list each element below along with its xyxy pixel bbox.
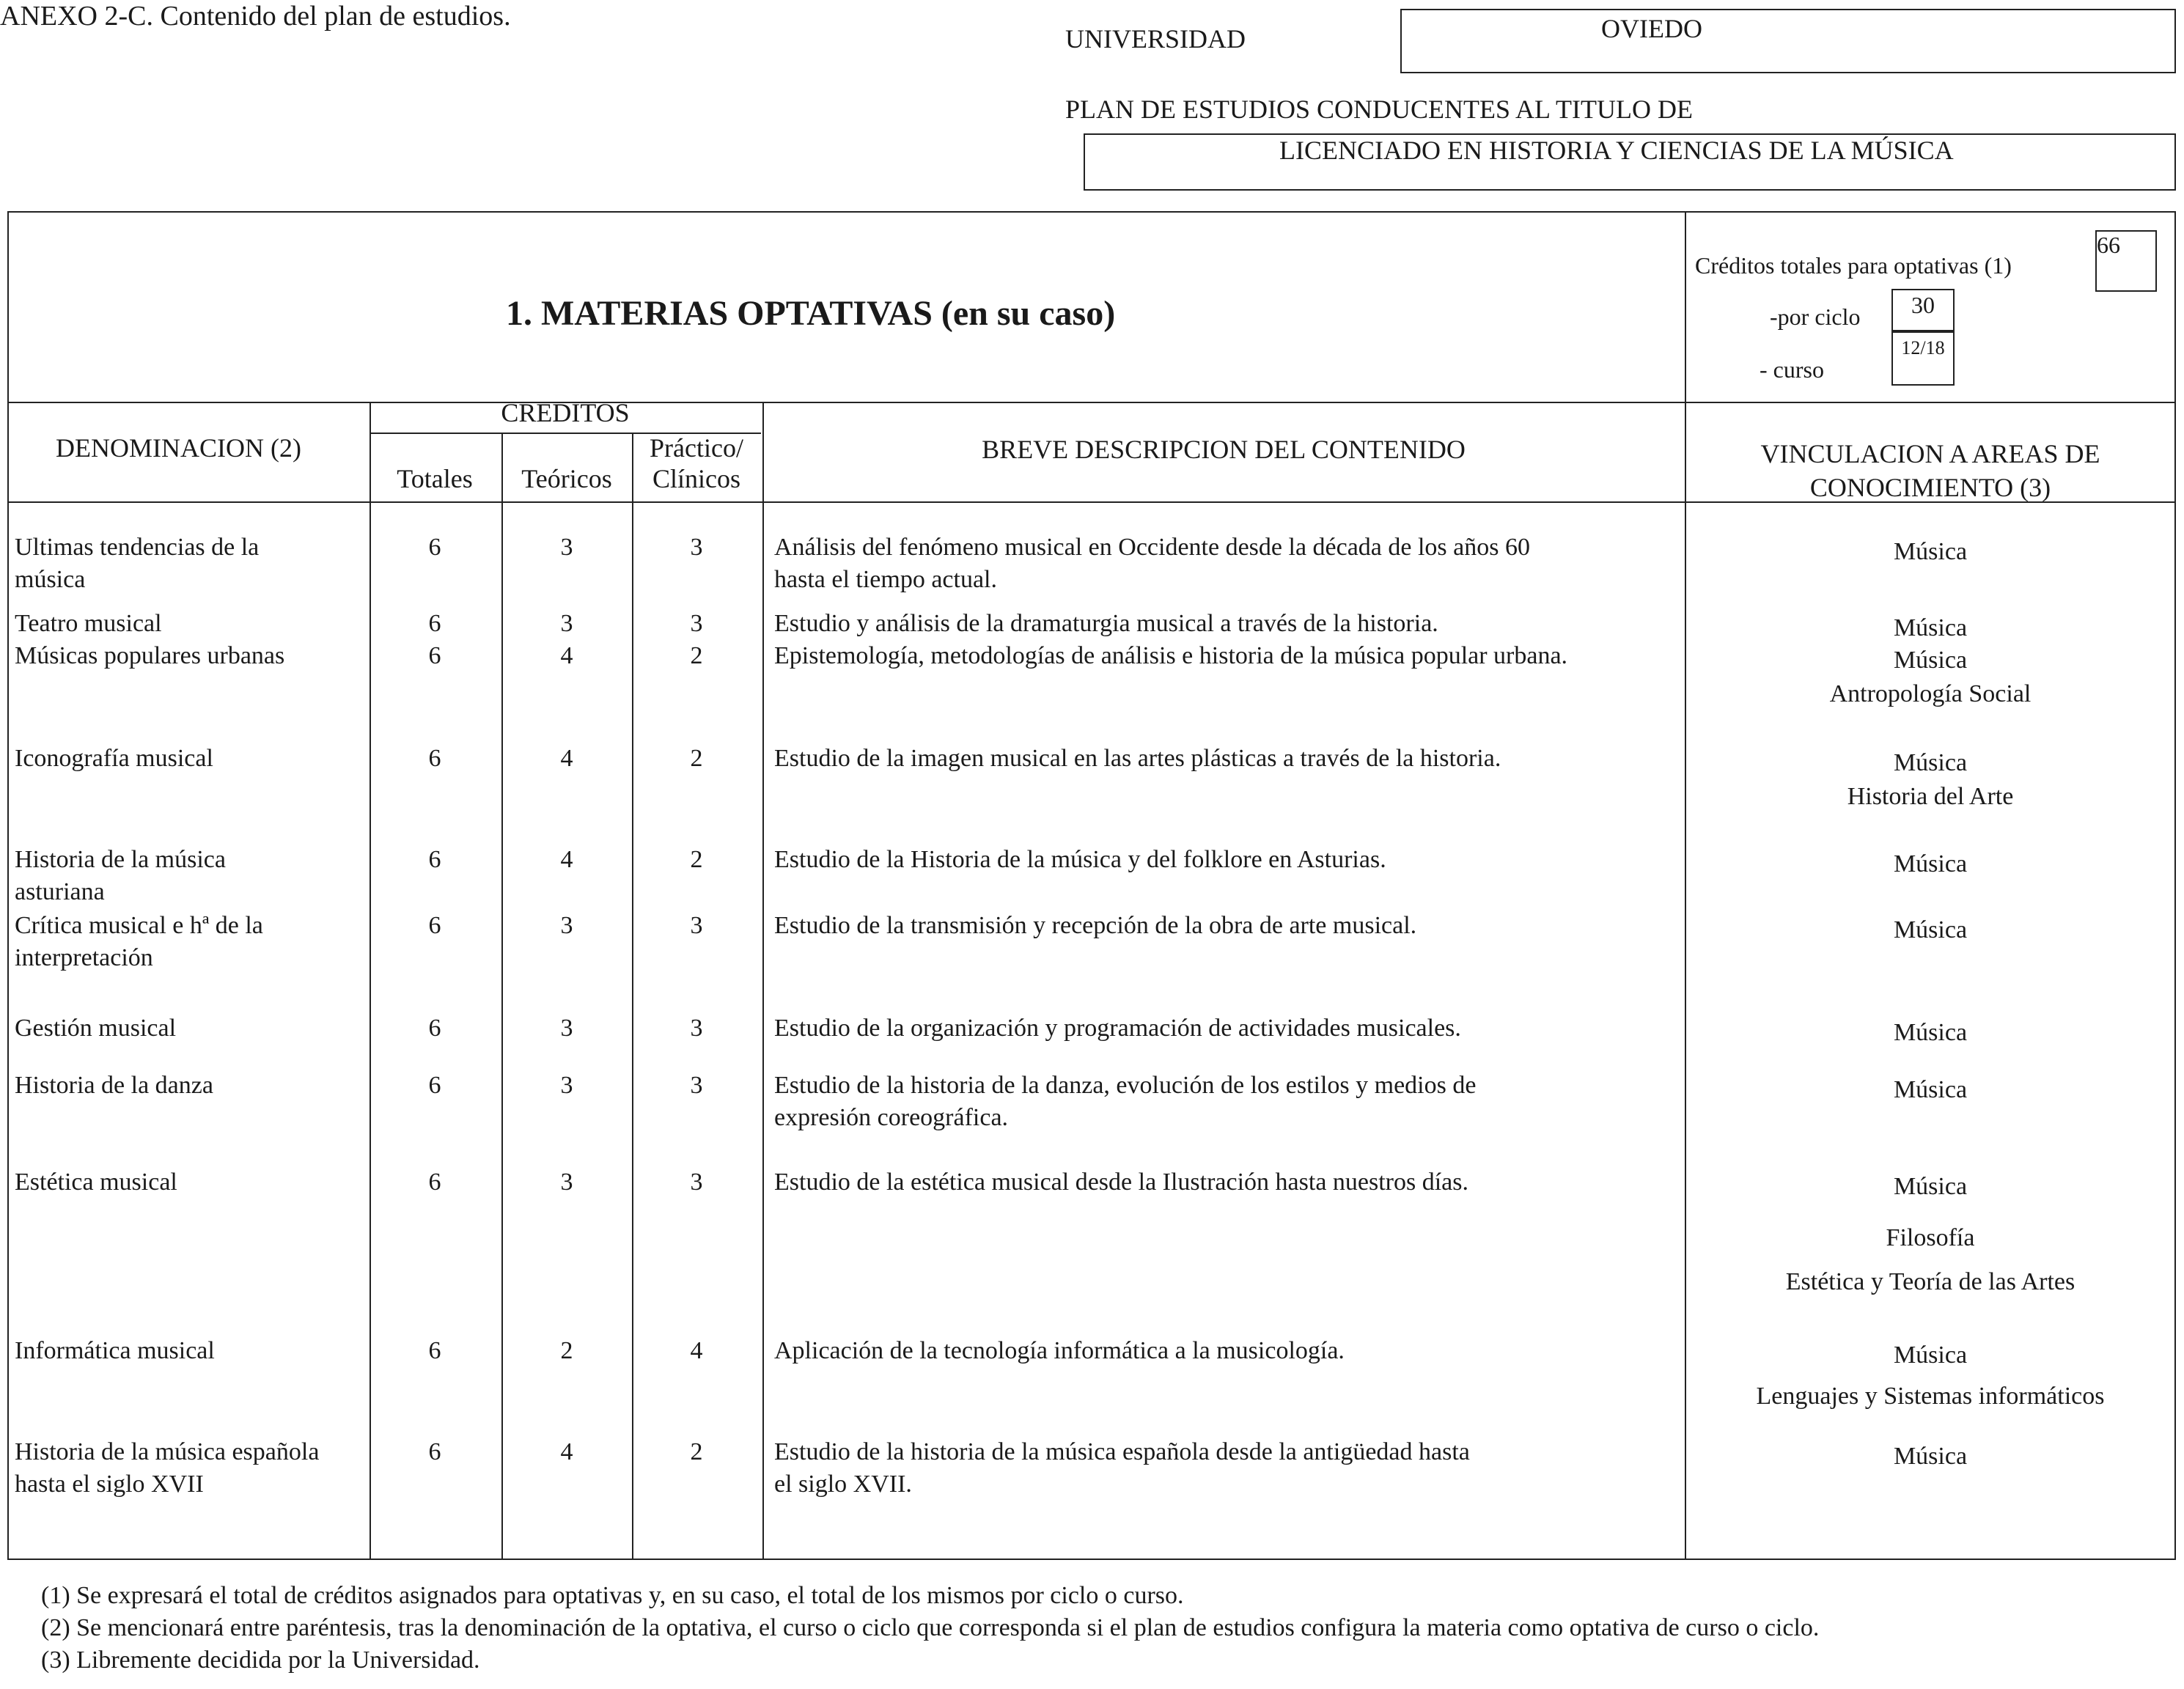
credits-practicos: 3 (690, 1072, 703, 1099)
col-line-1 (369, 402, 371, 1560)
degree-field (1084, 133, 2176, 191)
credits-teoricos: 4 (560, 1438, 573, 1465)
credits-total-label: Créditos totales para optativas (1) (1695, 252, 2012, 279)
knowledge-area: Lenguajes y Sistemas informáticos (1756, 1383, 2105, 1410)
course-name: Historia de la danza (15, 1072, 213, 1099)
credits-totales: 6 (428, 610, 441, 637)
course-name: Historia de la música (15, 846, 226, 873)
course-description: expresión coreográfica. (774, 1104, 1009, 1131)
credits-practicos: 2 (690, 1438, 703, 1465)
credits-totales: 6 (428, 1169, 441, 1196)
credits-teoricos: 2 (560, 1337, 573, 1364)
knowledge-area: Historia del Arte (1847, 783, 2014, 810)
per-course-value: 12/18 (1901, 337, 1945, 358)
credits-teoricos: 3 (560, 912, 573, 939)
knowledge-area: Antropología Social (1829, 680, 2032, 707)
knowledge-area: Música (1893, 916, 1968, 943)
section-title: 1. MATERIAS OPTATIVAS (en su caso) (506, 294, 1116, 333)
per-course-label: - curso (1760, 356, 1824, 383)
course-name: asturiana (15, 878, 105, 905)
knowledge-area: Música (1893, 850, 1968, 877)
credits-teoricos: 3 (560, 1169, 573, 1196)
credits-practicos: 3 (690, 1015, 703, 1042)
per-course-box (1891, 331, 1955, 386)
credits-total-value: 66 (2097, 232, 2120, 258)
knowledge-area: Música (1893, 538, 1968, 565)
course-description: Aplicación de la tecnología informática a la musicología. (774, 1337, 1345, 1364)
knowledge-area: Música (1893, 1076, 1968, 1103)
col-practico-1: Práctico/ (650, 433, 743, 463)
knowledge-area: Estética y Teoría de las Artes (1785, 1268, 2075, 1295)
course-description: Estudio de la historia de la danza, evolución de los estilos y medios de (774, 1072, 1477, 1099)
course-description: Estudio de la organización y programación de actividades musicales. (774, 1015, 1461, 1042)
course-description: Estudio de la historia de la música española desde la antigüedad hasta (774, 1438, 1470, 1465)
course-name: Músicas populares urbanas (15, 642, 285, 669)
credits-teoricos: 3 (560, 610, 573, 637)
credits-practicos: 2 (690, 745, 703, 772)
credits-practicos: 2 (690, 642, 703, 669)
course-name: Ultimas tendencias de la (15, 534, 260, 561)
course-name: Estética musical (15, 1169, 177, 1196)
course-name: Gestión musical (15, 1015, 177, 1042)
knowledge-area: Música (1893, 749, 1968, 776)
credits-practicos: 3 (690, 1169, 703, 1196)
course-name: hasta el siglo XVII (15, 1471, 204, 1498)
university-label: UNIVERSIDAD (1065, 24, 1246, 54)
credits-practicos: 3 (690, 610, 703, 637)
course-description: Estudio de la transmisión y recepción de la obra de arte musical. (774, 912, 1417, 939)
course-name: música (15, 566, 86, 593)
course-name: interpretación (15, 944, 153, 971)
annex-title: ANEXO 2-C. Contenido del plan de estudios. (0, 1, 511, 32)
knowledge-area: Música (1893, 647, 1968, 674)
credits-teoricos: 3 (560, 534, 573, 561)
col-vinculacion-2: CONOCIMIENTO (3) (1809, 473, 2051, 502)
col-descripcion: BREVE DESCRIPCION DEL CONTENIDO (982, 435, 1466, 464)
course-description: Estudio de la estética musical desde la Ilustración hasta nuestros días. (774, 1169, 1469, 1196)
knowledge-area: Música (1893, 1443, 1968, 1470)
credits-totales: 6 (428, 912, 441, 939)
course-name: Crítica musical e hª de la (15, 912, 263, 939)
col-vinculacion-1: VINCULACION A AREAS DE (1760, 439, 2100, 468)
plan-label: PLAN DE ESTUDIOS CONDUCENTES AL TITULO DE (1065, 95, 1693, 124)
credits-total-box (2095, 230, 2157, 292)
credits-teoricos: 3 (560, 1015, 573, 1042)
university-value: OVIEDO (1601, 14, 1702, 43)
course-description: Estudio y análisis de la dramaturgia musical a través de la historia. (774, 610, 1438, 637)
course-name: Teatro musical (15, 610, 162, 637)
credits-totales: 6 (428, 745, 441, 772)
degree-value: LICENCIADO EN HISTORIA Y CIENCIAS DE LA MÚSICA (1279, 136, 1954, 165)
knowledge-area: Música (1893, 614, 1968, 641)
col-line-2 (501, 434, 503, 1560)
credits-totales: 6 (428, 534, 441, 561)
col-practico-2: Clínicos (652, 464, 740, 493)
course-description: Análisis del fenómeno musical en Occidente desde la década de los años 60 (774, 534, 1530, 561)
course-name: Historia de la música española (15, 1438, 320, 1465)
col-teoricos: Teóricos (521, 464, 612, 493)
col-denominacion: DENOMINACION (2) (56, 433, 301, 463)
credits-totales: 6 (428, 1337, 441, 1364)
knowledge-area: Música (1893, 1173, 1968, 1200)
knowledge-area: Música (1893, 1019, 1968, 1046)
course-description: Estudio de la imagen musical en las artes plásticas a través de la historia. (774, 745, 1501, 772)
col-totales: Totales (397, 464, 473, 493)
knowledge-area: Música (1893, 1342, 1968, 1369)
per-cycle-value: 30 (1911, 292, 1935, 318)
col-line-4 (762, 402, 764, 1560)
footnote-3: (3) Libremente decidida por la Universidad. (41, 1646, 480, 1674)
knowledge-area: Filosofía (1886, 1224, 1975, 1251)
credits-practicos: 3 (690, 912, 703, 939)
credits-totales: 6 (428, 1015, 441, 1042)
footnote-2: (2) Se mencionará entre paréntesis, tras la denominación de la optativa, el curso o ciclo que corresponda si el plan de estudios configura la materia como optativa de curso o ciclo. (41, 1614, 1820, 1641)
per-cycle-box (1891, 289, 1955, 331)
credits-practicos: 3 (690, 534, 703, 561)
per-cycle-label: -por ciclo (1770, 303, 1861, 330)
course-description: el siglo XVII. (774, 1471, 912, 1498)
course-name: Informática musical (15, 1337, 215, 1364)
col-creditos: CREDITOS (501, 398, 630, 427)
university-field (1400, 9, 2176, 73)
course-name: Iconografía musical (15, 745, 213, 772)
course-description: Epistemología, metodologías de análisis e historia de la música popular urbana. (774, 642, 1568, 669)
credits-practicos: 4 (690, 1337, 703, 1364)
credits-teoricos: 4 (560, 745, 573, 772)
credits-teoricos: 4 (560, 642, 573, 669)
credits-totales: 6 (428, 1438, 441, 1465)
credits-practicos: 2 (690, 846, 703, 873)
course-description: hasta el tiempo actual. (774, 566, 997, 593)
credits-teoricos: 3 (560, 1072, 573, 1099)
credits-totales: 6 (428, 846, 441, 873)
credits-totales: 6 (428, 1072, 441, 1099)
footnote-1: (1) Se expresará el total de créditos asignados para optativas y, en su caso, el total de los mismos por ciclo o curso. (41, 1582, 1184, 1609)
credits-teoricos: 4 (560, 846, 573, 873)
col-line-3 (632, 434, 633, 1560)
course-description: Estudio de la Historia de la música y del folklore en Asturias. (774, 846, 1386, 873)
credits-totales: 6 (428, 642, 441, 669)
section-header-divider (7, 402, 2176, 403)
column-header-divider (7, 501, 2176, 503)
